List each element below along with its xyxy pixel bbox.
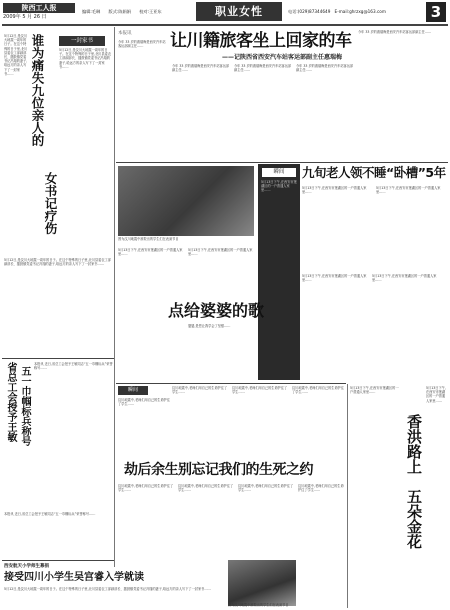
bottom-story-body-4: 汶川地震中,老师们用自己的生命护住了学生…… xyxy=(298,484,344,493)
bottom-left-body: 5月12日,是汶川大地震一周年的日子。在这个特殊的日子里,北川县委农工部副部长、擂鼓镇党委书记冯翔的妻子,给远方的亲人写下了一封家书…… xyxy=(4,587,211,591)
bottom-photo xyxy=(228,560,296,606)
contact-line: 电话:(029)87344649 E-mail:ghrzxg@163.com xyxy=(288,9,386,14)
vertical-headline-line-1: 谁为痛失九位亲人的 xyxy=(30,34,45,147)
feature-right-col-2: 5月13日下午,在西安市莲湖区的一户普通人家里…… xyxy=(372,274,437,283)
editor-line: 编辑:毛琳 版式:陈娟娟 校对:王亚东 xyxy=(82,9,162,14)
bottom-story-body-1: 汶川地震中,老师们用自己的生命护住了学生…… xyxy=(118,484,174,493)
bottom-left-kicker: 西安航天小学师生募捐 xyxy=(4,564,49,569)
kicker-letter: 一封家书 xyxy=(59,36,105,46)
right-col-body-1: 5月13日下午,在西安市莲湖区的一户普通人家里…… xyxy=(350,386,399,395)
top-story-col-3: 今年 33 岁的惠瑞梅是西安汽车站客运部副主任…… xyxy=(296,64,354,73)
right-col-body-2: 5月13日下午,在西安市莲湖区的一户普通人家里…… xyxy=(426,386,446,403)
paper-logo: 陕西工人报 xyxy=(3,3,75,13)
page-number: 3 xyxy=(426,2,446,22)
bottom-story-body-2: 汶川地震中,老师们用自己的生命护住了学生…… xyxy=(178,484,234,493)
top-story-headline: 让川籍旅客坐上回家的车 xyxy=(170,31,352,51)
vertical-headline-line-2: 女书记疗伤 xyxy=(43,172,58,235)
feature-right-col-1: 5月13日下午,在西安市莲湖区的一户普通人家里…… xyxy=(302,274,367,283)
top-story-col-4: 今年 33 岁的惠瑞梅是西安汽车站客运部副主任…… xyxy=(358,30,432,34)
bottom-photo-caption: 图为汶川地震中被救出的学生们在表演节目 xyxy=(228,603,289,607)
left-article-body-a: 5月12日,是汶川大地震一周年的日子。在这个特殊的日子里,北川县委农工部副部长、擂鼓镇党委书记冯翔的妻子,给远方的亲人写下了一封家书…… xyxy=(59,48,112,69)
top-story-col-1: 今年 33 岁的惠瑞梅是西安汽车站客运部副主任…… xyxy=(172,64,230,73)
bottom-story-headline: 劫后余生别忘记我们的生死之约 xyxy=(124,462,313,478)
bottom-left-rule xyxy=(2,560,114,561)
top-story-tag: 本报讯 xyxy=(118,31,132,36)
top-story-subheadline: ——记陕西省西安汽车站客运部副主任惠瑞梅 xyxy=(222,54,343,61)
feature-lower-2: 5月13日下午,在西安市莲湖区的一户普通人家里…… xyxy=(188,248,253,257)
feature-box-kicker: 瞬间 xyxy=(262,168,296,177)
feature-box xyxy=(258,164,300,380)
bottom-story-col-c: 汶川地震中,老师们用自己的生命护住了学生…… xyxy=(292,386,345,395)
award-article-body-2: 本报讯 近日,省总工会授予王敏同志“五一巾帼标兵”荣誉称号…… xyxy=(4,512,96,516)
vertical-headline xyxy=(30,34,58,256)
feature-headline: 九旬老人领不睡“卧槽”5年 xyxy=(302,165,446,180)
mid-rule xyxy=(116,383,346,384)
award-headline-line-1: 省总工会授予王敏 xyxy=(5,362,16,442)
bottom-story-kicker: 瞬间 xyxy=(118,386,148,395)
award-headline-line-2: 五一巾帼标兵称号 xyxy=(19,366,30,446)
top-story-col-2: 今年 33 岁的惠瑞梅是西安汽车站客运部副主任…… xyxy=(234,64,292,73)
column-divider xyxy=(114,27,115,567)
section-rule xyxy=(2,358,114,359)
award-headline xyxy=(4,362,32,510)
song-story-col-1: 婆婆,是您让我学会了坚强…… xyxy=(188,324,231,328)
bottom-left-headline: 接受四川小学生吴宫睿入学就读 xyxy=(4,572,144,583)
top-story-intro: 今年 33 岁的惠瑞梅是西安汽车站客运部副主任…… xyxy=(118,40,166,49)
feature-box-text: 5月13日下午,在西安市莲湖区的一户普通人家里…… xyxy=(261,180,297,193)
song-story-headline: 点给婆婆的歌 xyxy=(168,301,265,320)
right-vertical-headline: 香洪路上 五朵金花 xyxy=(405,414,423,549)
section-title: 职业女性 xyxy=(196,2,282,21)
bottom-story-body-3: 汶川地震中,老师们用自己的生命护住了学生…… xyxy=(238,484,294,493)
masthead-rule xyxy=(2,24,448,26)
feature-col-2: 5月13日下午,在西安市莲湖区的一户普通人家里…… xyxy=(376,186,441,195)
bottom-story-col-a: 汶川地震中,老师们用自己的生命护住了学生…… xyxy=(172,386,228,395)
feature-lower-1: 5月13日下午,在西安市莲湖区的一户普通人家里…… xyxy=(118,248,183,257)
top-story-rule xyxy=(116,162,448,163)
left-article-body-b: 5月12日,是汶川大地震一周年的日子。在这个特殊的日子里,北川县委农工部副部长、擂鼓镇党委书记冯翔的妻子,给远方的亲人写下了一封家书…… xyxy=(4,34,28,76)
feature-col-1: 5月13日下午,在西安市莲湖区的一户普通人家里…… xyxy=(302,186,367,195)
award-article-body: 本报讯 近日,省总工会授予王敏同志“五一巾帼标兵”荣誉称号…… xyxy=(34,362,113,371)
feature-photo xyxy=(118,166,254,236)
left-article-body-c: 5月12日,是汶川大地震一周年的日子。在这个特殊的日子里,北川县委农工部副部长、擂鼓镇党委书记冯翔的妻子,给远方的亲人写下了一封家书…… xyxy=(4,258,111,267)
right-divider xyxy=(347,384,348,608)
issue-date: 2009年 5 月 26 日 xyxy=(3,14,47,20)
bottom-story-intro: 汶川地震中,老师们用自己的生命护住了学生…… xyxy=(118,398,170,407)
bottom-story-col-b: 汶川地震中,老师们用自己的生命护住了学生…… xyxy=(232,386,288,395)
feature-photo-caption: 图为汶川地震中被救出的学生们在表演节目 xyxy=(118,237,179,241)
